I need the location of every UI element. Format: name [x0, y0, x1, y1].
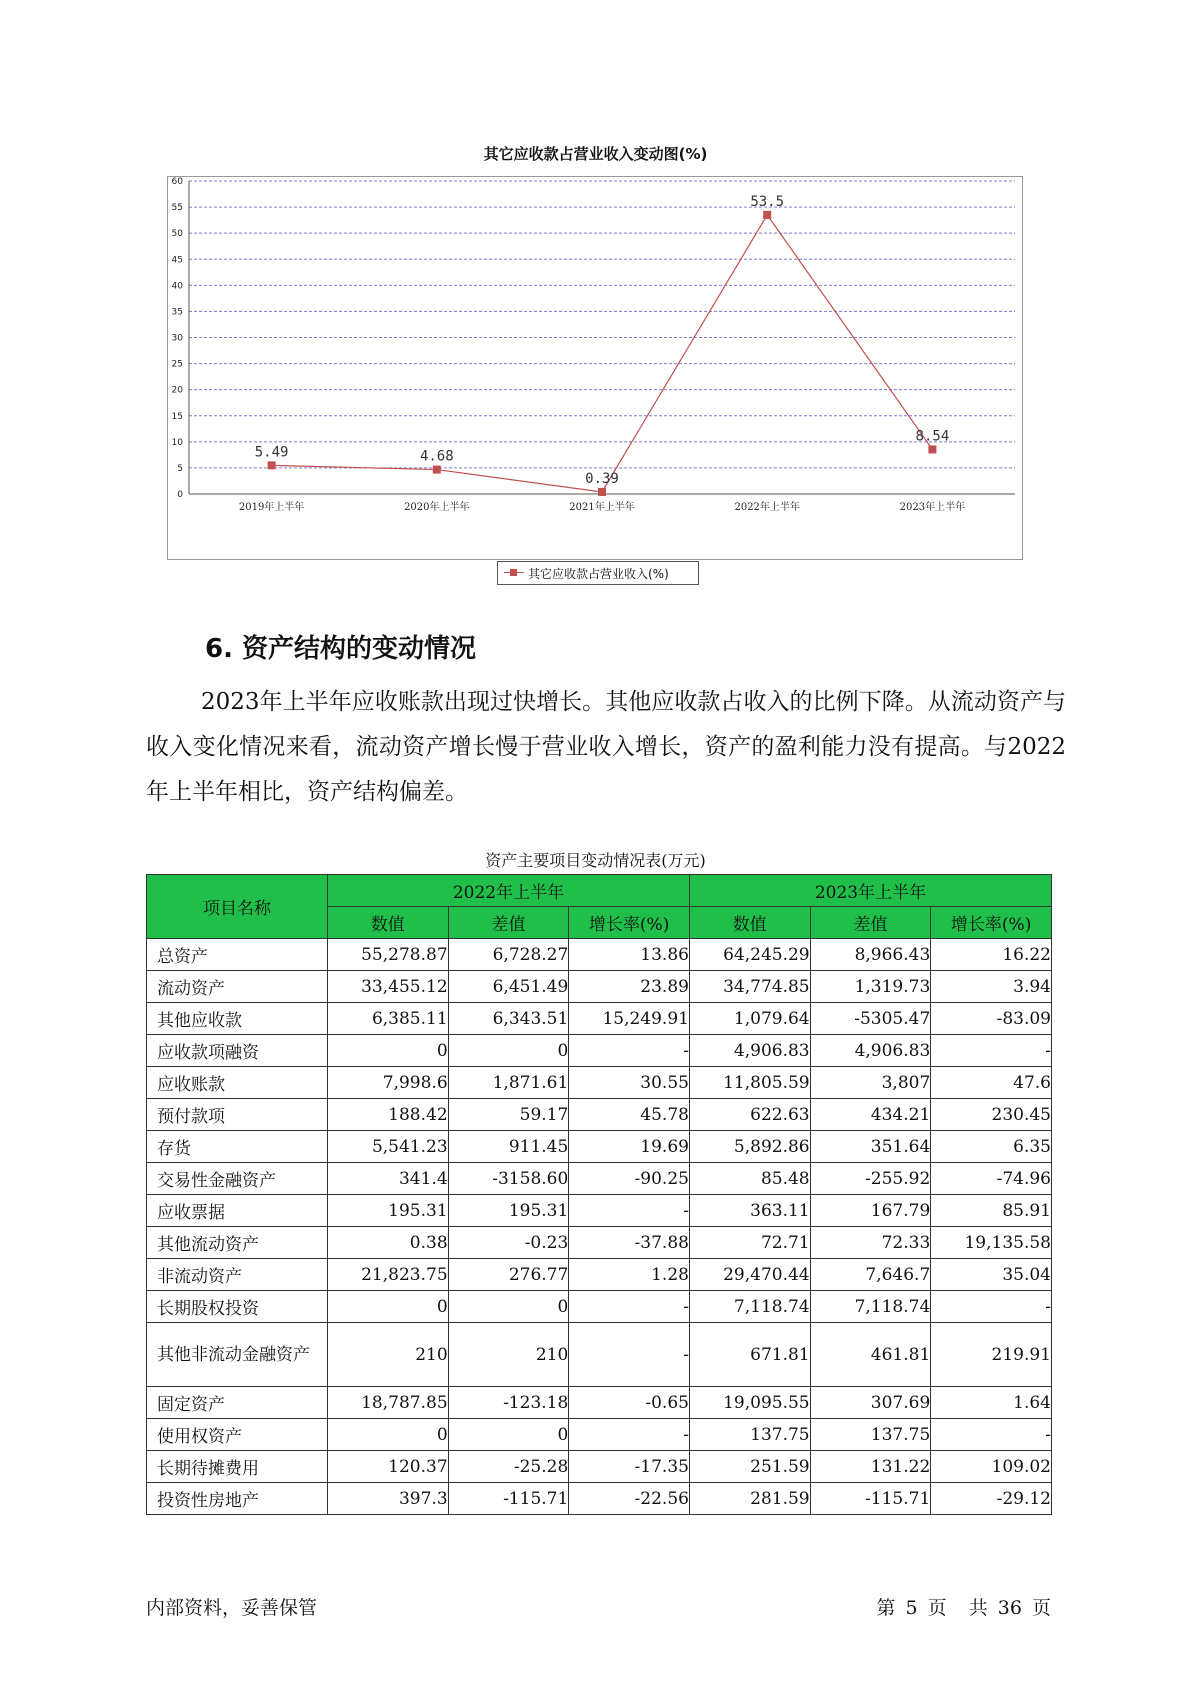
table-cell: -17.35: [569, 1451, 690, 1483]
y-tick-label: 0: [177, 490, 183, 500]
table-cell: -115.71: [810, 1483, 931, 1515]
table-row: [147, 1483, 1052, 1515]
table-cell: 34,774.85: [689, 971, 810, 1003]
header-rate-2022: 增长率(%): [569, 907, 690, 939]
table-row: [147, 939, 1052, 971]
table-cell: 64,245.29: [689, 939, 810, 971]
table-cell: 5,892.86: [689, 1131, 810, 1163]
table-cell: 137.75: [810, 1419, 931, 1451]
section-paragraph: [146, 680, 1066, 815]
table-cell: 434.21: [810, 1099, 931, 1131]
table-row: [147, 1323, 1052, 1387]
table-cell: 210: [448, 1323, 569, 1387]
table-cell: 0: [327, 1419, 448, 1451]
table-cell: 0: [327, 1291, 448, 1323]
table-cell: -123.18: [448, 1387, 569, 1419]
table-row: [147, 1003, 1052, 1035]
table-cell: -: [569, 1419, 690, 1451]
table-cell: -5305.47: [810, 1003, 931, 1035]
y-tick-label: 40: [171, 281, 183, 292]
table-cell: 85.48: [689, 1163, 810, 1195]
table-cell: 210: [327, 1323, 448, 1387]
table-cell: 0: [448, 1419, 569, 1451]
y-tick-label: 55: [171, 203, 183, 214]
row-label: 总资产: [147, 939, 328, 971]
table-cell: 1.28: [569, 1259, 690, 1291]
table-cell: -: [569, 1035, 690, 1067]
header-group-2022: 2022年上半年: [327, 875, 689, 907]
data-point: [598, 488, 606, 496]
data-label: 53.5: [750, 193, 785, 210]
table-cell: -: [931, 1291, 1052, 1323]
section-heading: 6. 资产结构的变动情况: [205, 634, 477, 664]
table-cell: 30.55: [569, 1067, 690, 1099]
y-tick-label: 10: [171, 437, 183, 448]
table-cell: 0: [327, 1035, 448, 1067]
page-prefix: 第: [876, 1597, 896, 1619]
table-cell: 281.59: [689, 1483, 810, 1515]
table-cell: 7,646.7: [810, 1259, 931, 1291]
x-tick-label: 2022年上半年: [734, 502, 800, 513]
table-cell: 45.78: [569, 1099, 690, 1131]
table-cell: 131.22: [810, 1451, 931, 1483]
table-cell: 137.75: [689, 1419, 810, 1451]
table-cell: 6.35: [931, 1131, 1052, 1163]
chart-legend: [497, 561, 699, 585]
page-indicator: [872, 1593, 1051, 1620]
table-cell: -255.92: [810, 1163, 931, 1195]
table-cell: 85.91: [931, 1195, 1052, 1227]
table-cell: 7,118.74: [810, 1291, 931, 1323]
y-tick-label: 30: [171, 333, 183, 344]
paragraph-text: 2023年上半年应收账款出现过快增长。其他应收款占收入的比例下降。从流动资产与收入变化情况来看，流动资产增长慢于营业收入增长，资产的盈利能力没有提高。与2022年上半年相比，资产结构偏差。: [146, 689, 1066, 805]
table-cell: 230.45: [931, 1099, 1052, 1131]
data-label: 8.54: [915, 428, 950, 445]
table-cell: 109.02: [931, 1451, 1052, 1483]
table-cell: 461.81: [810, 1323, 931, 1387]
line-chart: [167, 176, 1023, 560]
table-cell: 8,966.43: [810, 939, 931, 971]
table-cell: 72.33: [810, 1227, 931, 1259]
table-cell: 23.89: [569, 971, 690, 1003]
data-point: [433, 466, 441, 474]
table-cell: 47.6: [931, 1067, 1052, 1099]
table-row: [147, 1387, 1052, 1419]
table-cell: 251.59: [689, 1451, 810, 1483]
row-label: 长期待摊费用: [147, 1451, 328, 1483]
x-tick-label: 2019年上半年: [238, 502, 305, 513]
total-unit: 页: [1031, 1597, 1051, 1619]
header-value-2022: 数值: [327, 907, 448, 939]
table-cell: 195.31: [327, 1195, 448, 1227]
table-cell: 307.69: [810, 1387, 931, 1419]
table-cell: 0: [448, 1291, 569, 1323]
table-cell: 188.42: [327, 1099, 448, 1131]
data-point: [268, 461, 276, 469]
table-cell: 397.3: [327, 1483, 448, 1515]
table-cell: 363.11: [689, 1195, 810, 1227]
row-label: 其他非流动金融资产: [147, 1323, 328, 1387]
header-diff-2022: 差值: [448, 907, 569, 939]
table-cell: 6,385.11: [327, 1003, 448, 1035]
table-cell: 19.69: [569, 1131, 690, 1163]
table-row: [147, 1035, 1052, 1067]
table-cell: 1,079.64: [689, 1003, 810, 1035]
row-label: 预付款项: [147, 1099, 328, 1131]
page-unit: 页: [927, 1597, 947, 1619]
y-tick-label: 20: [171, 385, 183, 396]
data-label: 4.68: [419, 448, 454, 465]
table-cell: 7,118.74: [689, 1291, 810, 1323]
total-prefix: 共: [968, 1597, 988, 1619]
table-cell: 671.81: [689, 1323, 810, 1387]
y-tick-label: 35: [171, 307, 183, 318]
table-cell: -: [569, 1323, 690, 1387]
table-cell: 6,451.49: [448, 971, 569, 1003]
row-label: 固定资产: [147, 1387, 328, 1419]
table-row: [147, 1291, 1052, 1323]
table-cell: 19,135.58: [931, 1227, 1052, 1259]
asset-table: [146, 874, 1052, 1515]
footer-confidential: 内部资料，妥善保管: [146, 1597, 318, 1619]
table-cell: 7,998.6: [327, 1067, 448, 1099]
table-cell: 35.04: [931, 1259, 1052, 1291]
row-label: 使用权资产: [147, 1419, 328, 1451]
table-cell: -25.28: [448, 1451, 569, 1483]
table-cell: 13.86: [569, 939, 690, 971]
header-group-2023: 2023年上半年: [689, 875, 1051, 907]
table-row: [147, 1259, 1052, 1291]
table-cell: -: [569, 1195, 690, 1227]
table-cell: -115.71: [448, 1483, 569, 1515]
table-row: [147, 1131, 1052, 1163]
table-cell: 72.71: [689, 1227, 810, 1259]
page-number: 5: [905, 1597, 918, 1619]
y-tick-label: 45: [171, 255, 183, 266]
table-cell: -83.09: [931, 1003, 1052, 1035]
table-cell: -22.56: [569, 1483, 690, 1515]
table-cell: 4,906.83: [689, 1035, 810, 1067]
header-rate-2023: 增长率(%): [931, 907, 1052, 939]
table-row: [147, 971, 1052, 1003]
row-label: 投资性房地产: [147, 1483, 328, 1515]
y-tick-label: 5: [177, 463, 183, 474]
table-row: [147, 1419, 1052, 1451]
table-cell: 622.63: [689, 1099, 810, 1131]
table-row: [147, 1163, 1052, 1195]
table-cell: 21,823.75: [327, 1259, 448, 1291]
table-cell: 16.22: [931, 939, 1052, 971]
row-label: 存货: [147, 1131, 328, 1163]
table-cell: 1,319.73: [810, 971, 931, 1003]
table-cell: 18,787.85: [327, 1387, 448, 1419]
header-item-name: 项目名称: [147, 875, 328, 939]
table-cell: -37.88: [569, 1227, 690, 1259]
table-cell: 167.79: [810, 1195, 931, 1227]
table-cell: 276.77: [448, 1259, 569, 1291]
table-row: [147, 1227, 1052, 1259]
row-label: 长期股权投资: [147, 1291, 328, 1323]
table-cell: 0: [448, 1035, 569, 1067]
row-label: 非流动资产: [147, 1259, 328, 1291]
table-cell: -: [931, 1419, 1052, 1451]
row-label: 交易性金融资产: [147, 1163, 328, 1195]
table-cell: 6,343.51: [448, 1003, 569, 1035]
y-tick-label: 60: [171, 177, 183, 187]
table-cell: 1.64: [931, 1387, 1052, 1419]
table-row: [147, 1067, 1052, 1099]
data-point: [763, 211, 771, 219]
header-value-2023: 数值: [689, 907, 810, 939]
table-cell: 341.4: [327, 1163, 448, 1195]
row-label: 其他应收款: [147, 1003, 328, 1035]
table-cell: 195.31: [448, 1195, 569, 1227]
table-row: [147, 1099, 1052, 1131]
table-cell: -29.12: [931, 1483, 1052, 1515]
table-cell: 0.38: [327, 1227, 448, 1259]
table-row: [147, 1451, 1052, 1483]
row-label: 应收票据: [147, 1195, 328, 1227]
row-label: 其他流动资产: [147, 1227, 328, 1259]
row-label: 应收款项融资: [147, 1035, 328, 1067]
data-point: [928, 445, 936, 453]
table-cell: 219.91: [931, 1323, 1052, 1387]
chart-title: 其它应收款占营业收入变动图(%): [483, 145, 708, 163]
total-pages: 36: [997, 1597, 1022, 1619]
table-cell: -3158.60: [448, 1163, 569, 1195]
y-tick-label: 25: [171, 359, 183, 370]
data-label: 5.49: [254, 444, 289, 461]
table-cell: 11,805.59: [689, 1067, 810, 1099]
data-label: 0.39: [585, 470, 619, 487]
x-tick-label: 2020年上半年: [404, 502, 470, 513]
table-cell: 59.17: [448, 1099, 569, 1131]
legend-marker-icon: [504, 568, 524, 578]
table-cell: -: [569, 1291, 690, 1323]
x-tick-label: 2023年上半年: [899, 502, 966, 513]
table-row: [147, 1195, 1052, 1227]
table-cell: -0.23: [448, 1227, 569, 1259]
table-caption: 资产主要项目变动情况表(万元): [485, 851, 706, 870]
table-cell: -74.96: [931, 1163, 1052, 1195]
row-label: 应收账款: [147, 1067, 328, 1099]
table-cell: 911.45: [448, 1131, 569, 1163]
table-cell: 3.94: [931, 971, 1052, 1003]
header-diff-2023: 差值: [810, 907, 931, 939]
legend-label: 其它应收款占营业收入(%): [528, 566, 669, 581]
table-cell: 19,095.55: [689, 1387, 810, 1419]
table-cell: 351.64: [810, 1131, 931, 1163]
table-cell: -: [931, 1035, 1052, 1067]
table-cell: 55,278.87: [327, 939, 448, 971]
table-cell: 6,728.27: [448, 939, 569, 971]
table-cell: 33,455.12: [327, 971, 448, 1003]
x-tick-label: 2021年上半年: [569, 502, 635, 513]
table-cell: 4,906.83: [810, 1035, 931, 1067]
row-label: 流动资产: [147, 971, 328, 1003]
table-cell: 29,470.44: [689, 1259, 810, 1291]
table-cell: 3,807: [810, 1067, 931, 1099]
table-cell: 120.37: [327, 1451, 448, 1483]
table-cell: 5,541.23: [327, 1131, 448, 1163]
table-cell: 15,249.91: [569, 1003, 690, 1035]
y-tick-label: 50: [171, 229, 183, 240]
y-tick-label: 15: [171, 411, 183, 422]
table-cell: -0.65: [569, 1387, 690, 1419]
table-cell: -90.25: [569, 1163, 690, 1195]
table-cell: 1,871.61: [448, 1067, 569, 1099]
